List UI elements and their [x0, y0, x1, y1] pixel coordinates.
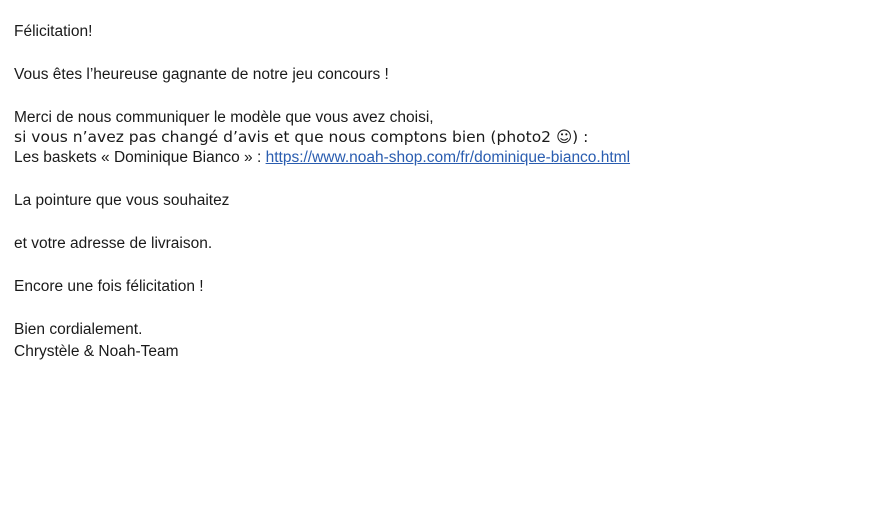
paragraph-congrats-again — [14, 277, 855, 297]
paragraph-announcement — [14, 65, 855, 85]
product-link-prefix: Les baskets « Dominique Bianco » : — [14, 149, 266, 166]
paragraph-signature — [14, 320, 855, 362]
product-link-line — [14, 148, 855, 168]
text-line: Encore une fois félicitation ! — [14, 278, 204, 295]
text-line: Vous êtes l’heureuse gagnante de notre jeu concours ! — [14, 66, 389, 83]
paragraph-delivery-address — [14, 234, 855, 254]
paragraph-request — [14, 108, 855, 168]
text-line: Merci de nous communiquer le modèle que vous avez choisi, — [14, 109, 434, 126]
text-line: La pointure que vous souhaitez — [14, 192, 230, 209]
paragraph-greeting — [14, 22, 855, 42]
text-line: et votre adresse de livraison. — [14, 235, 213, 252]
signature-name: Chrystèle & Noah-Team — [14, 343, 179, 360]
paragraph-shoe-size — [14, 191, 855, 211]
product-link[interactable]: https://www.noah-shop.com/fr/dominique-bianco.html — [265, 149, 631, 166]
signature-closing: Bien cordialement. — [14, 321, 143, 338]
text-line: Félicitation! — [14, 23, 93, 40]
text-line: si vous n’avez pas changé d’avis et que nous comptons bien (photo2 ☺) : — [14, 128, 589, 146]
